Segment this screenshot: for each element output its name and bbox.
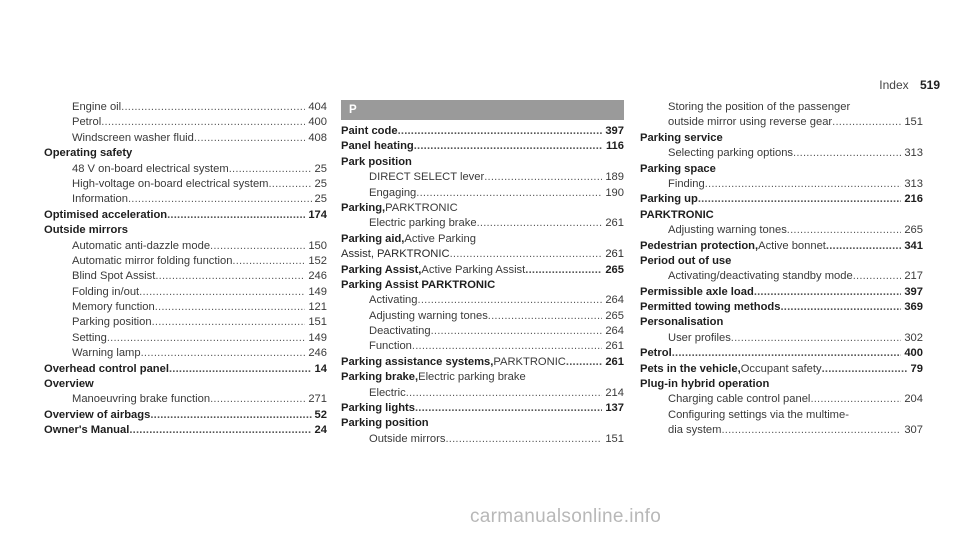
entry-text: Operating safety	[44, 147, 133, 160]
page-reference[interactable]: 408	[308, 131, 327, 144]
entry-text: Petrol	[640, 347, 672, 360]
entry-text: Automatic anti-dazzle mode	[72, 239, 211, 252]
page-reference[interactable]: 121	[308, 301, 327, 314]
page-reference[interactable]: 137	[605, 402, 624, 415]
page-reference[interactable]: 214	[605, 386, 624, 399]
dot-leader	[780, 300, 901, 315]
dot-leader	[832, 115, 901, 130]
dot-leader	[698, 192, 902, 207]
watermark: carmanualsonline.info	[470, 506, 662, 527]
page-reference[interactable]: 397	[605, 125, 624, 137]
entry-text: DIRECT SELECT lever	[369, 171, 485, 184]
dot-leader	[566, 355, 602, 370]
dot-leader	[194, 131, 305, 146]
entry-text: Adjusting warning tones	[668, 224, 787, 237]
entry-text: Parking,	[341, 201, 386, 214]
index-entry[interactable]	[341, 124, 624, 139]
index-subentry[interactable]	[341, 293, 624, 308]
entry-text: Finding	[668, 177, 705, 190]
page-number: 519	[919, 78, 940, 92]
page-reference[interactable]: 24	[314, 424, 327, 437]
page-reference[interactable]: 116	[605, 140, 624, 153]
page-reference[interactable]: 264	[605, 294, 624, 307]
dot-leader	[412, 339, 602, 354]
entry-text: Engaging	[369, 186, 417, 199]
index-entry[interactable]	[640, 346, 923, 361]
index-subentry[interactable]	[44, 269, 327, 284]
entry-text: User profiles	[668, 331, 731, 344]
entry-text: Charging cable control panel	[668, 393, 811, 406]
entry-text: Parking assistance systems,	[341, 355, 494, 368]
entry-text: Activating/deactivating standby mode	[668, 270, 853, 283]
entry-note: Active bonnet	[758, 239, 826, 252]
dot-leader	[155, 269, 305, 284]
page-reference[interactable]: 189	[605, 171, 624, 184]
entry-text: Parking lights	[341, 402, 415, 415]
index-subentry[interactable]	[640, 223, 923, 238]
index-column-1	[44, 100, 327, 439]
dot-leader	[169, 362, 312, 377]
dot-leader	[731, 331, 902, 346]
page-reference[interactable]: 264	[605, 325, 624, 338]
index-subentry[interactable]	[640, 423, 923, 438]
dot-leader	[210, 239, 305, 254]
index-subentry[interactable]	[44, 192, 327, 207]
dot-leader	[150, 408, 311, 423]
index-subentry	[640, 408, 923, 423]
entry-text: Electric parking brake	[369, 217, 477, 230]
entry-text: Automatic mirror folding function	[72, 254, 233, 267]
page-reference[interactable]: 261	[605, 355, 624, 368]
page-reference[interactable]: 404	[308, 101, 327, 113]
entry-text: Pedestrian protection,	[640, 239, 759, 252]
entry-text: Blind Spot Assist	[72, 270, 156, 283]
page-reference[interactable]: 151	[308, 316, 327, 329]
entry-text: Folding in/out	[72, 285, 140, 298]
page-reference[interactable]: 149	[308, 285, 327, 298]
page-reference[interactable]: 265	[605, 263, 624, 276]
entry-text: Outside mirrors	[369, 432, 446, 445]
dot-leader	[128, 192, 312, 207]
index-entry	[341, 155, 624, 170]
entry-text: Warning lamp	[72, 347, 141, 360]
entry-text: Storing the position of the passenger	[668, 101, 851, 113]
entry-text: Outside mirrors	[44, 224, 128, 237]
entry-text: Overhead control panel	[44, 362, 169, 375]
index-entry	[44, 377, 327, 392]
entry-text: Petrol	[72, 116, 102, 129]
index-entry[interactable]	[341, 263, 624, 278]
index-subentry[interactable]	[640, 115, 923, 130]
dot-leader	[431, 324, 603, 339]
index-entry[interactable]	[640, 239, 923, 254]
entry-text: Parking brake,	[341, 371, 419, 384]
entry-text: Activating	[369, 294, 418, 307]
index-entry	[341, 201, 624, 216]
index-subentry[interactable]	[640, 331, 923, 346]
dot-leader	[450, 247, 603, 262]
section-letter-bar: P	[341, 100, 624, 120]
entry-text: Engine oil	[72, 101, 122, 113]
dot-leader	[129, 423, 311, 438]
index-subentry[interactable]	[341, 247, 624, 262]
entry-text: Parking Assist,	[341, 263, 422, 276]
dot-leader	[810, 392, 901, 407]
entry-note: Active Parking Assist	[421, 263, 526, 276]
page-reference[interactable]: 400	[308, 116, 327, 129]
index-entry	[640, 208, 923, 223]
index-entry[interactable]	[341, 401, 624, 416]
index-entry	[341, 232, 624, 247]
dot-leader	[415, 401, 602, 416]
index-subentry[interactable]	[640, 392, 923, 407]
page-reference[interactable]: 152	[308, 254, 327, 267]
entry-text: Parking aid,	[341, 232, 405, 245]
page-reference[interactable]: 204	[904, 393, 923, 406]
index-entry[interactable]	[640, 285, 923, 300]
page-reference[interactable]: 190	[605, 186, 624, 199]
dot-leader	[477, 216, 603, 231]
dot-leader	[822, 362, 908, 377]
index-entry	[44, 223, 327, 238]
dot-leader	[398, 124, 603, 139]
index-entry	[640, 377, 923, 392]
entry-text: Parking space	[640, 162, 716, 175]
dot-leader	[269, 177, 312, 192]
index-entry	[640, 254, 923, 269]
entry-text: Parking Assist PARKTRONIC	[341, 278, 496, 291]
dot-leader	[445, 432, 602, 447]
entry-text: Optimised acceleration	[44, 208, 168, 221]
index-subentry[interactable]	[640, 269, 923, 284]
index-subentry[interactable]	[44, 131, 327, 146]
index-subentry[interactable]	[44, 254, 327, 269]
entry-text: Parking service	[640, 131, 723, 144]
index-subentry[interactable]	[44, 315, 327, 330]
index-subentry[interactable]	[44, 346, 327, 361]
index-subentry[interactable]	[341, 386, 624, 401]
page-reference[interactable]: 151	[605, 432, 624, 445]
page-reference[interactable]: 79	[910, 362, 923, 375]
index-entry	[341, 278, 624, 293]
entry-note: Active Parking	[404, 232, 476, 245]
index-subentry[interactable]	[341, 309, 624, 324]
page-reference[interactable]: 397	[904, 285, 923, 298]
dot-leader	[418, 293, 603, 308]
entry-text: Parking up	[640, 193, 698, 206]
index-subentry[interactable]	[44, 392, 327, 407]
entry-text: Overview of airbags	[44, 408, 151, 421]
index-subentry[interactable]	[44, 162, 327, 177]
index-entry[interactable]	[44, 408, 327, 423]
dot-leader	[210, 392, 305, 407]
index-entry[interactable]	[640, 300, 923, 315]
page-reference[interactable]: 265	[904, 224, 923, 237]
page-reference[interactable]: 400	[904, 347, 923, 360]
entry-note: PARKTRONIC	[385, 201, 458, 214]
page-reference[interactable]: 150	[308, 239, 327, 252]
index-subentry[interactable]	[44, 239, 327, 254]
index-entry	[341, 416, 624, 431]
entry-text: Panel heating	[341, 140, 414, 153]
page-reference[interactable]: 25	[314, 193, 327, 206]
index-column-2	[341, 100, 624, 447]
index-entry	[44, 146, 327, 161]
dot-leader	[853, 269, 902, 284]
page-reference[interactable]: 246	[308, 347, 327, 360]
index-subentry[interactable]	[640, 146, 923, 161]
entry-text: Memory function	[72, 301, 155, 314]
entry-text: Period out of use	[640, 254, 732, 267]
index-column-3	[640, 100, 923, 439]
dot-leader	[721, 423, 901, 438]
index-subentry[interactable]	[341, 432, 624, 447]
entry-text: Permitted towing methods	[640, 301, 781, 314]
page-reference[interactable]: 14	[314, 362, 327, 375]
index-subentry[interactable]	[44, 300, 327, 315]
index-label: Index	[879, 78, 909, 92]
entry-text: Personalisation	[640, 316, 724, 329]
index-entry	[640, 162, 923, 177]
dot-leader	[826, 239, 901, 254]
entry-text: High-voltage on-board electrical system	[72, 177, 269, 190]
entry-text: outside mirror using reverse gear	[668, 116, 833, 129]
entry-text: Parking position	[341, 417, 429, 430]
index-subentry[interactable]	[341, 216, 624, 231]
dot-leader	[152, 315, 306, 330]
page-reference[interactable]: 151	[904, 116, 923, 129]
page-reference[interactable]: 25	[314, 162, 327, 175]
page-reference[interactable]: 149	[308, 331, 327, 344]
index-entry[interactable]	[341, 355, 624, 370]
entry-text: Permissible axle load	[640, 285, 754, 298]
entry-text: Setting	[72, 331, 107, 344]
page-header	[879, 78, 940, 92]
dot-leader	[705, 177, 902, 192]
page-reference[interactable]: 246	[308, 270, 327, 283]
dot-leader	[101, 115, 305, 130]
entry-text: Owner's Manual	[44, 424, 130, 437]
entry-text: Deactivating	[369, 325, 431, 338]
entry-text: Plug-in hybrid operation	[640, 378, 770, 391]
index-subentry[interactable]	[44, 285, 327, 300]
dot-leader	[484, 170, 602, 185]
entry-text: Adjusting warning tones	[369, 309, 488, 322]
entry-text: Pets in the vehicle,	[640, 362, 741, 375]
index-entry[interactable]	[44, 362, 327, 377]
index-subentry[interactable]	[44, 115, 327, 130]
page-reference[interactable]: 313	[904, 147, 923, 160]
page-reference[interactable]: 369	[904, 301, 923, 314]
dot-leader	[121, 100, 305, 115]
entry-text: Manoeuvring brake function	[72, 393, 211, 406]
page-reference[interactable]: 261	[605, 340, 624, 353]
index-subentry[interactable]	[44, 100, 327, 115]
page-reference[interactable]: 217	[904, 270, 923, 283]
index-subentry[interactable]	[44, 331, 327, 346]
dot-leader	[525, 263, 602, 278]
entry-note: Electric parking brake	[418, 371, 526, 384]
page-reference[interactable]: 52	[314, 408, 327, 421]
page-reference[interactable]: 261	[605, 217, 624, 230]
index-entry[interactable]	[640, 192, 923, 207]
index-entry	[341, 370, 624, 385]
dot-leader	[107, 331, 305, 346]
index-subentry[interactable]	[341, 324, 624, 339]
page-reference[interactable]: 261	[605, 248, 624, 261]
dot-leader	[155, 300, 306, 315]
page-reference[interactable]: 313	[904, 177, 923, 190]
dot-leader	[488, 309, 603, 324]
page-reference[interactable]: 271	[308, 393, 327, 406]
entry-text: Parking position	[72, 316, 152, 329]
entry-note: PARKTRONIC	[493, 355, 566, 368]
index-entry[interactable]	[44, 423, 327, 438]
page-reference[interactable]: 25	[314, 177, 327, 190]
dot-leader	[167, 208, 305, 223]
index-entry[interactable]	[341, 139, 624, 154]
index-entry	[640, 131, 923, 146]
index-subentry[interactable]	[341, 170, 624, 185]
index-subentry[interactable]	[341, 186, 624, 201]
page-reference[interactable]: 216	[904, 193, 923, 206]
entry-text: Electric	[369, 386, 406, 399]
entry-note: Occupant safety	[740, 362, 822, 375]
index-subentry[interactable]	[640, 177, 923, 192]
entry-text: Overview	[44, 378, 94, 391]
dot-leader	[139, 285, 305, 300]
page-reference[interactable]: 174	[308, 208, 327, 221]
entry-text: 48 V on-board electrical system	[72, 162, 229, 175]
index-subentry[interactable]	[341, 339, 624, 354]
entry-text: Windscreen washer fluid	[72, 131, 194, 144]
entry-text: dia system	[668, 424, 722, 437]
entry-text: Selecting parking options	[668, 147, 794, 160]
entry-text: Park position	[341, 155, 412, 168]
entry-text: Information	[72, 193, 128, 206]
entry-text: Paint code	[341, 125, 398, 137]
page-reference[interactable]: 265	[605, 309, 624, 322]
dot-leader	[229, 162, 312, 177]
dot-leader	[787, 223, 902, 238]
dot-leader	[416, 186, 602, 201]
entry-text: PARKTRONIC	[640, 208, 714, 221]
dot-leader	[793, 146, 901, 161]
index-subentry	[640, 100, 923, 115]
index-subentry[interactable]	[44, 177, 327, 192]
dot-leader	[414, 139, 603, 154]
dot-leader	[754, 285, 902, 300]
dot-leader	[406, 386, 603, 401]
page-reference[interactable]: 302	[904, 331, 923, 344]
index-entry[interactable]	[640, 362, 923, 377]
entry-text: Function	[369, 340, 412, 353]
entry-text: Assist, PARKTRONIC	[341, 248, 450, 261]
dot-leader	[141, 346, 306, 361]
page-reference[interactable]: 341	[904, 239, 923, 252]
page-reference[interactable]: 307	[904, 424, 923, 437]
dot-leader	[672, 346, 902, 361]
dot-leader	[232, 254, 305, 269]
entry-text: Configuring settings via the multime-	[668, 408, 849, 421]
index-entry	[640, 315, 923, 330]
index-entry[interactable]	[44, 208, 327, 223]
